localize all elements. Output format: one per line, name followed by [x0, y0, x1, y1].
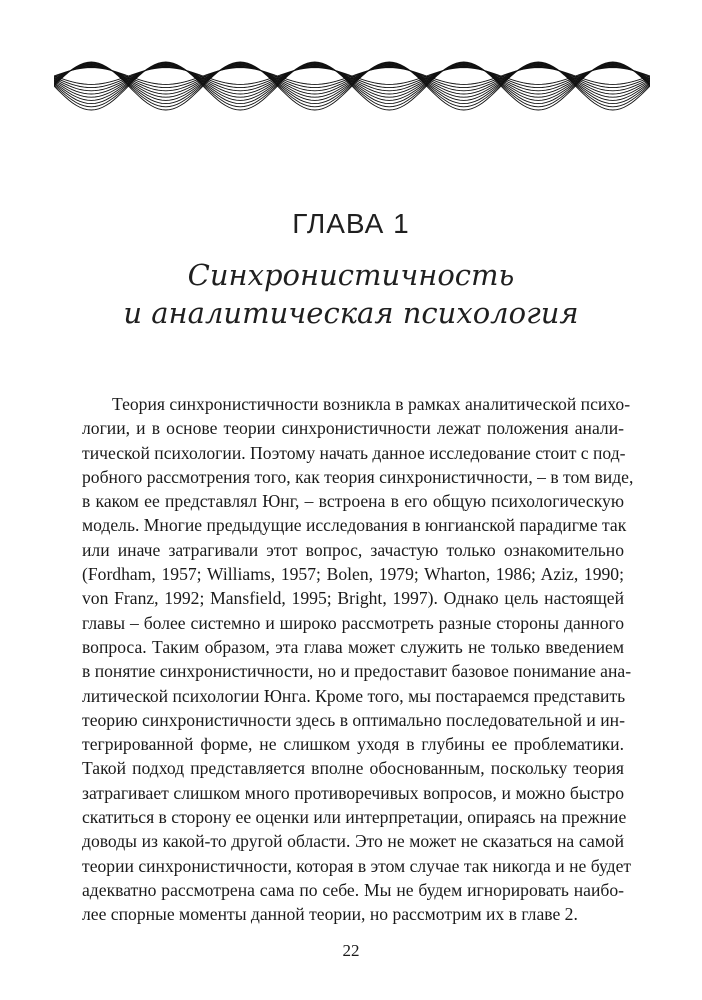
paragraph-line: модель. Многие предыдущие исследования в юнгианской парадигме так — [82, 515, 627, 536]
paragraph-line: адекватно рассмотрена сама по себе. Мы не будем игнорировать наибо- — [82, 879, 624, 900]
paragraph-line: Такой подход представляется вполне обоснованным, поскольку теория — [82, 758, 624, 779]
paragraph-line: тической психологии. Поэтому начать данное исследование стоит с под- — [82, 442, 626, 463]
ornament-wave-line — [54, 66, 650, 95]
paragraph-line: главы – более системно и широко рассмотреть разные стороны данного — [82, 612, 624, 633]
paragraph-line: или иначе затрагивали этот вопрос, зачастую только ознакомительно — [82, 539, 624, 560]
paragraph-line: Теория синхронистичности возникла в рамках аналитической психо- — [112, 394, 631, 414]
wave-ornament-icon — [54, 43, 650, 119]
page-number: 22 — [342, 941, 360, 960]
paragraph-line: скатиться в сторону ее оценки или интерпретации, опираясь на прежние — [82, 807, 627, 828]
paragraph-line: вопроса. Таким образом, эта глава может служить не только введением — [82, 636, 624, 657]
chapter-title — [0, 256, 702, 332]
chapter-title-line-2: и аналитическая психология — [123, 296, 579, 330]
body-paragraph — [82, 392, 634, 927]
paragraph-line: von Franz, 1992; Mansfield, 1995; Bright, 1997). Однако цель настоящей — [82, 588, 624, 609]
paragraph-line: логии, и в основе теории синхронистичности лежат положения анали- — [82, 418, 624, 439]
paragraph-line: теорию синхронистичности здесь в оптимально последовательной и ин- — [82, 709, 625, 730]
chapter-label: ГЛАВА 1 — [292, 208, 410, 239]
paragraph-line: доводы из какой-то другой области. Это не может не сказаться на самой — [82, 831, 624, 852]
paragraph-line: тегрированной форме, не слишком уходя в глубины ее проблематики. — [82, 734, 624, 755]
paragraph-line: (Fordham, 1957; Williams, 1957; Bolen, 1979; Wharton, 1986; Aziz, 1990; — [82, 564, 624, 585]
paragraph-line: в понятие синхронистичности, но и предоставит базовое понимание ана- — [82, 661, 632, 682]
paragraph-line: теории синхронистичности, которая в этом случае так никогда и не будет — [82, 855, 632, 876]
paragraph-line: затрагивает слишком много противоречивых вопросов, и можно быстро — [82, 782, 624, 803]
ornament-wave-line — [54, 66, 650, 91]
paragraph-line: в каком ее представлял Юнг, – встроена в его общую психологическую — [82, 491, 624, 512]
paragraph-line: робного рассмотрения того, как теория синхронистичности, – в том виде, — [82, 466, 634, 487]
chapter-title-line-1: Синхронистичность — [187, 258, 515, 292]
paragraph-line: лее спорные моменты данной теории, но рассмотрим их в главе 2. — [82, 904, 578, 925]
paragraph-line: литической психологии Юнга. Кроме того, мы постараемся представить — [82, 685, 626, 706]
